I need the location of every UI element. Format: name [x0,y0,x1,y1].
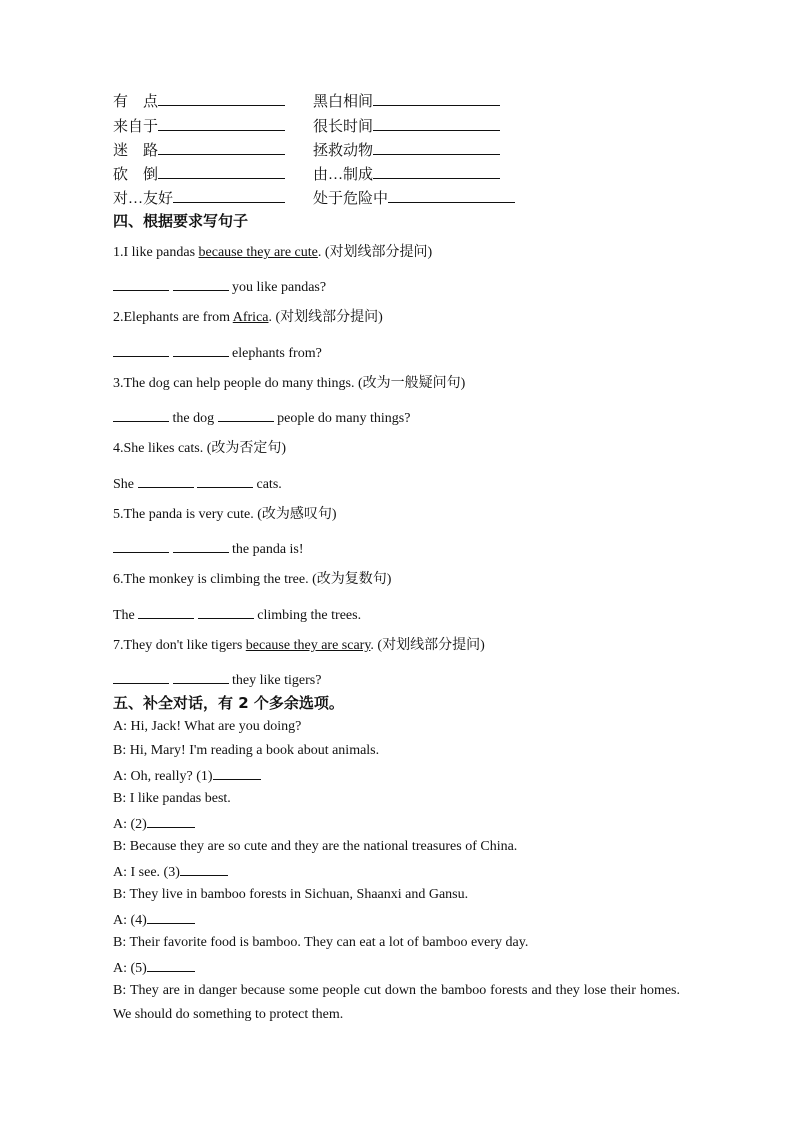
question-text: 1.I like pandas [113,245,199,260]
question-3: 3.The dog can help people do many things. (改为一般疑问句) [113,376,466,391]
dialogue-line [113,814,195,834]
answer-blank[interactable] [158,163,285,179]
answer-blank[interactable] [147,814,195,828]
answer-text: cats. [253,477,282,492]
vocab-term: 黑白相间 [313,94,374,110]
dialogue-text: A: I see. (3) [113,865,180,880]
answer-3 [113,408,410,428]
dialogue-line: B: They live in bamboo forests in Sichuan, Shaanxi and Gansu. [113,887,469,902]
dialogue-line: B: Their favorite food is bamboo. They can eat a lot of bamboo every day. [113,935,529,950]
vocab-term: 砍 倒 [113,167,159,183]
question-text: 2.Elephants are from [113,310,233,325]
vocab-term: 有 点 [113,94,159,110]
answer-blank[interactable] [197,474,253,488]
answer-text: you like pandas? [228,280,327,295]
dialogue-line: B: Because they are so cute and they are the national treasures of China. [113,839,518,854]
dialogue-line [113,910,195,930]
answer-blank[interactable] [113,539,169,553]
answer-text: the dog [169,411,218,426]
answer-blank[interactable] [147,958,195,972]
question-instruction: . (对划线部分提问) [370,638,485,653]
answer-blank[interactable] [173,187,285,203]
question-6: 6.The monkey is climbing the tree. (改为复数句) [113,572,392,587]
answer-blank[interactable] [388,187,515,203]
answer-blank[interactable] [158,90,285,106]
answer-blank[interactable] [158,139,285,155]
answer-text: the panda is! [228,542,304,557]
dialogue-line: A: Hi, Jack! What are you doing? [113,719,302,734]
dialogue-text: A: (5) [113,961,147,976]
section-5-title: 五、补全对话，有 2 个多余选项。 [113,694,344,712]
answer-blank[interactable] [138,605,194,619]
answer-blank[interactable] [373,163,500,179]
dialogue-line [113,766,261,786]
answer-blank[interactable] [373,139,500,155]
dialogue-line [113,862,228,882]
dialogue-text: A: (2) [113,817,147,832]
question-instruction: . (对划线部分提问) [317,245,433,260]
answer-text: people do many things? [273,411,411,426]
answer-4 [113,474,282,494]
dialogue-line: B: I like pandas best. [113,791,231,806]
answer-blank[interactable] [218,408,274,422]
dialogue-text: A: Oh, really? (1) [113,769,213,784]
dialogue-line: B: Hi, Mary! I'm reading a book about animals. [113,743,380,758]
vocab-term: 迷 路 [113,143,159,159]
vocab-term: 很长时间 [313,119,374,135]
answer-blank[interactable] [113,277,169,291]
answer-text: elephants from? [228,346,322,361]
answer-1 [113,277,326,297]
answer-blank[interactable] [373,90,500,106]
vocab-term: 来自于 [113,119,159,135]
answer-blank[interactable] [113,670,169,684]
answer-blank[interactable] [373,115,500,131]
question-5: 5.The panda is very cute. (改为感叹句) [113,507,337,522]
answer-blank[interactable] [173,277,229,291]
dialogue-line [113,958,195,978]
answer-7 [113,670,321,690]
answer-6 [113,605,361,625]
answer-blank[interactable] [173,670,229,684]
answer-blank[interactable] [158,115,285,131]
answer-text: climbing the trees. [253,608,362,623]
answer-blank[interactable] [113,408,169,422]
answer-blank[interactable] [113,343,169,357]
vocab-term: 拯救动物 [313,143,374,159]
question-1 [113,244,432,262]
dialogue-line: B: They are in danger because some people cut down the bamboo forests and they lose their homes. We should do something to protect them. [113,983,680,1022]
underlined-part: because they are scary [245,638,371,653]
question-7 [113,637,485,655]
answer-blank[interactable] [213,766,261,780]
answer-blank[interactable] [173,539,229,553]
answer-blank[interactable] [173,343,229,357]
question-2 [113,309,383,327]
dialogue-text: A: (4) [113,913,147,928]
answer-2 [113,343,322,363]
answer-blank[interactable] [198,605,254,619]
vocab-term: 由…制成 [313,167,374,183]
answer-5 [113,539,304,559]
vocab-term: 处于危险中 [313,191,389,207]
underlined-part: because they are cute [198,245,318,260]
answer-blank[interactable] [180,862,228,876]
answer-text: they like tigers? [228,673,322,688]
answer-blank[interactable] [147,910,195,924]
answer-blank[interactable] [138,474,194,488]
question-instruction: . (对划线部分提问) [268,310,383,325]
vocab-term: 对…友好 [113,191,174,207]
answer-text: The [113,608,139,623]
answer-text: She [113,477,138,492]
underlined-part: Africa [232,310,269,325]
question-4: 4.She likes cats. (改为否定句) [113,441,287,456]
section-4-title: 四、根据要求写句子 [113,212,249,230]
question-text: 7.They don't like tigers [113,638,246,653]
